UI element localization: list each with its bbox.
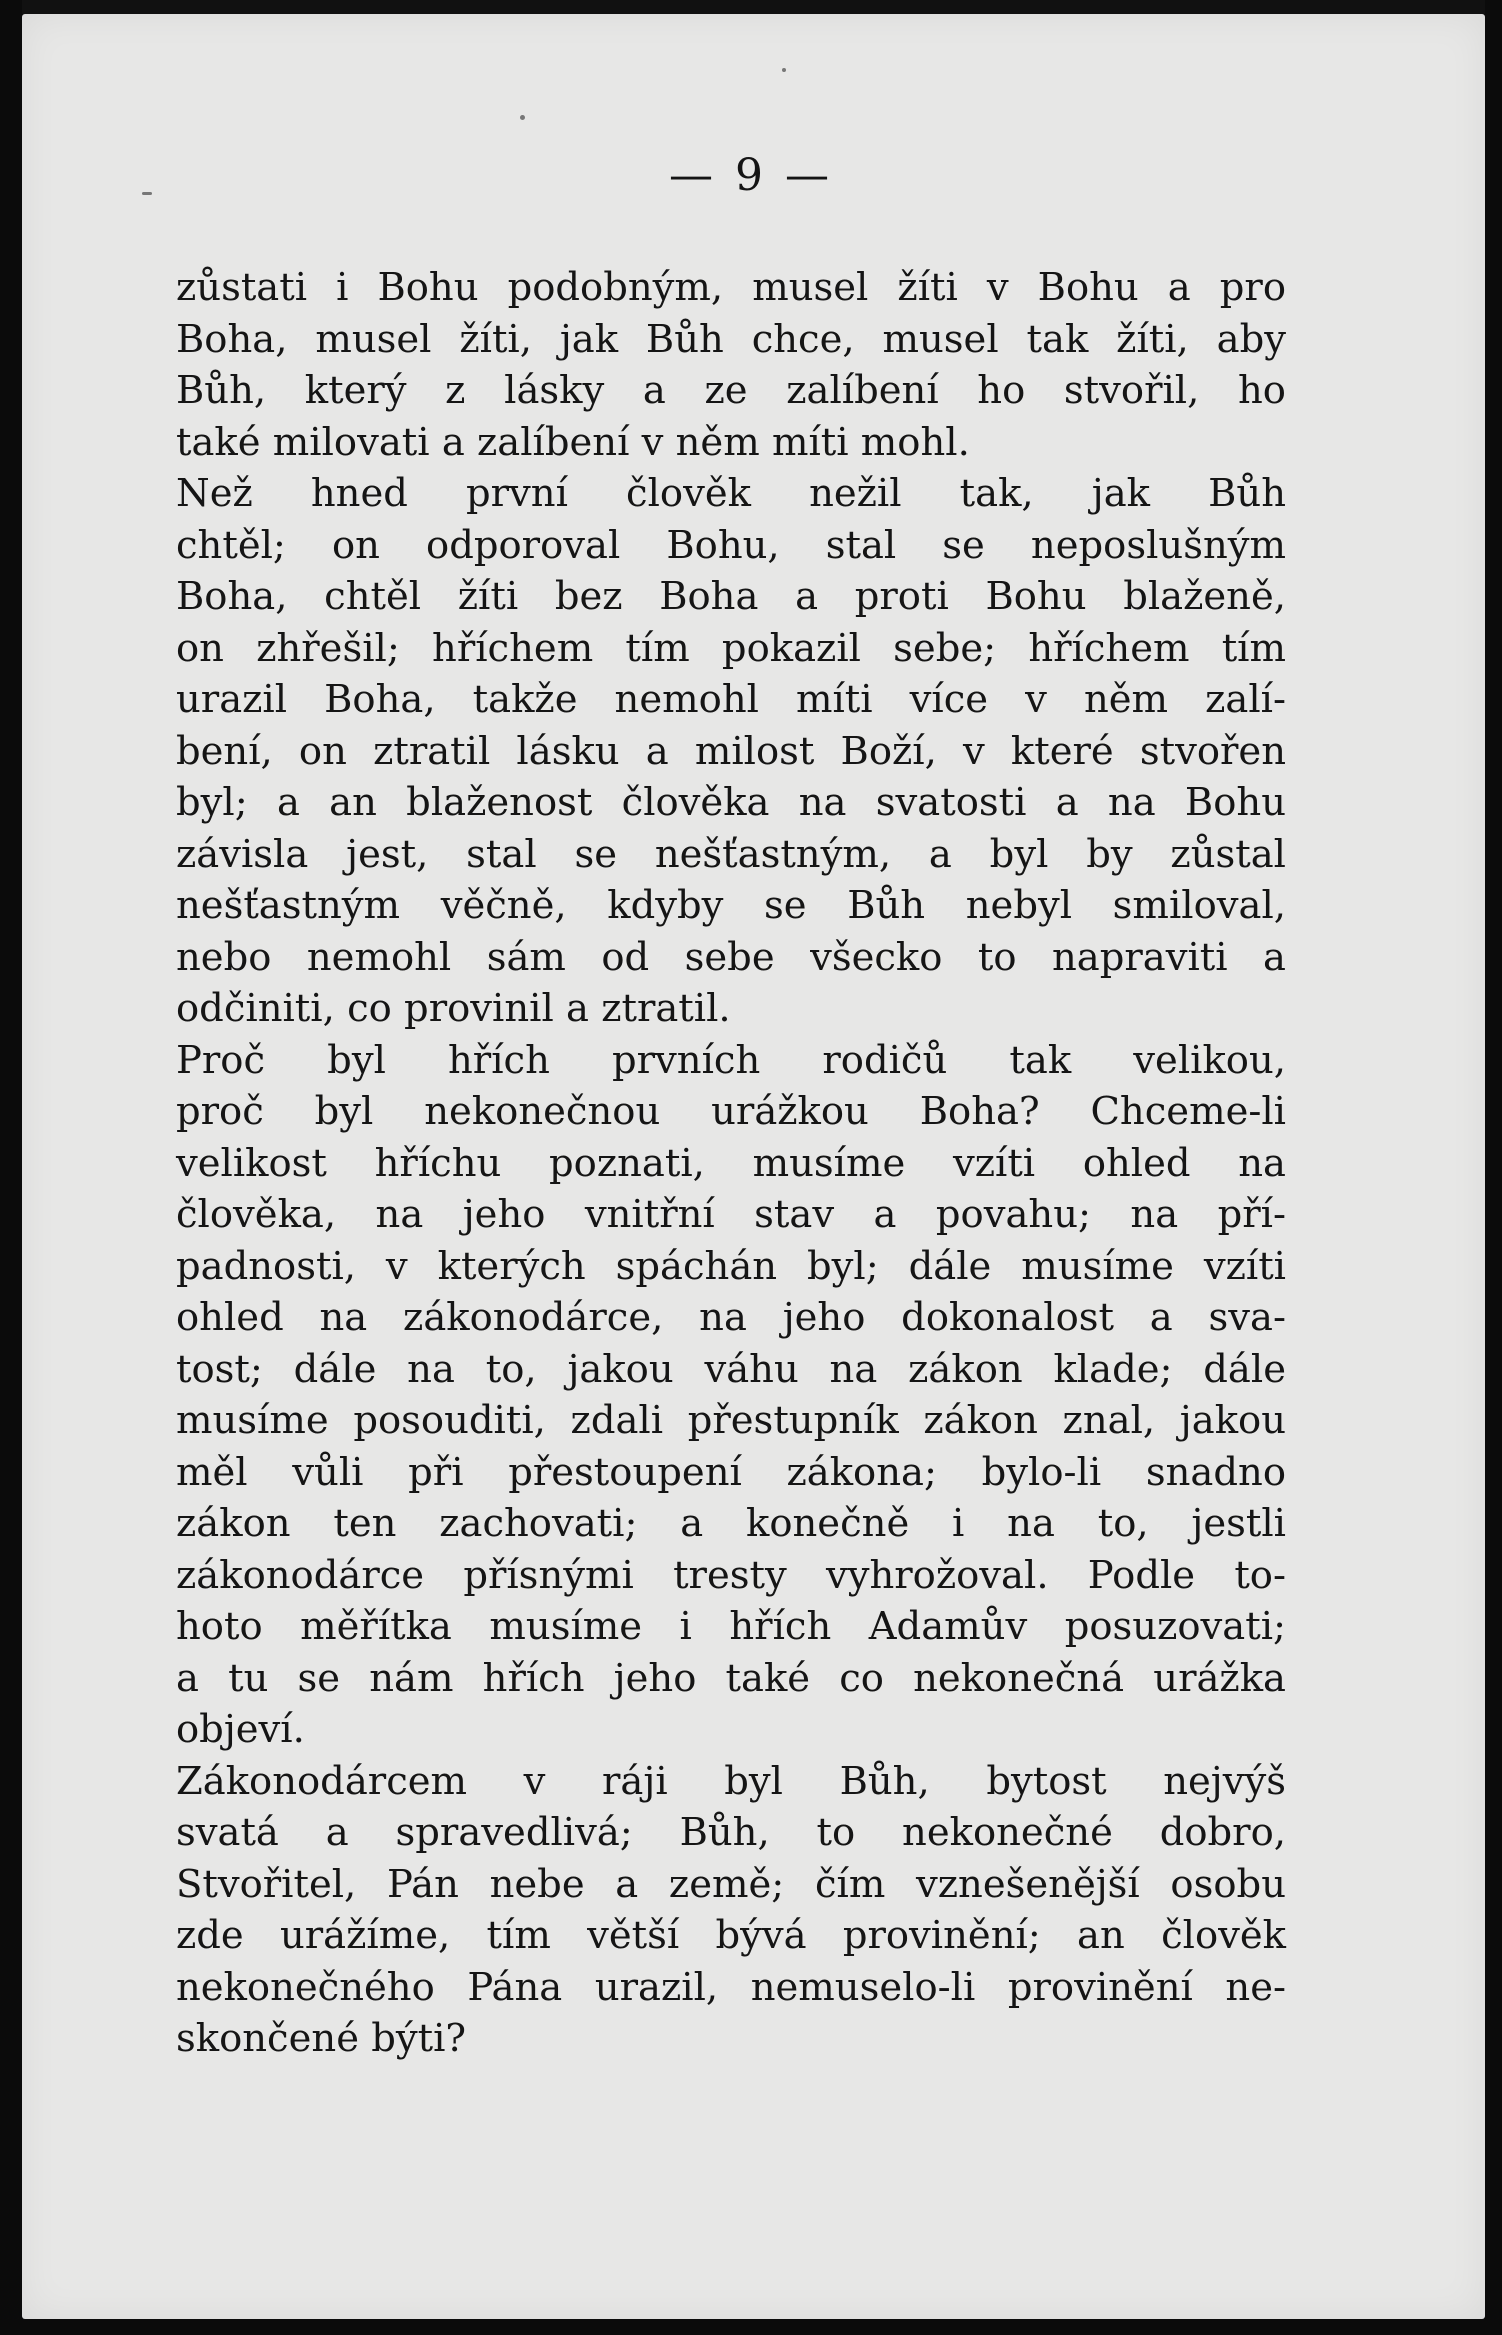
text-line: zde urážíme, tím větší bývá provinění; an člověk — [176, 1913, 1286, 1958]
text-line: svatá a spravedlivá; Bůh, to nekonečné dobro, — [176, 1810, 1286, 1855]
text-line: musíme posouditi, zdali přestupník zákon znal, jakou — [176, 1398, 1286, 1443]
text-line: Boha, musel žíti, jak Bůh chce, musel tak žíti, aby — [176, 316, 1286, 362]
paper-speck — [520, 115, 525, 120]
text-line: Boha, chtěl žíti bez Boha a proti Bohu blaženě, — [176, 574, 1286, 619]
text-line: zůstati i Bohu podobným, musel žíti v Bohu a pro — [176, 265, 1286, 310]
text-line: a tu se nám hřích jeho také co nekonečná urážka — [176, 1655, 1286, 1701]
text-line: měl vůli při přestoupení zákona; bylo-li snadno — [176, 1449, 1286, 1495]
text-line: nekonečného Pána urazil, nemuselo-li provinění ne- — [176, 1964, 1286, 2010]
text-line: velikost hříchu poznati, musíme vzíti ohled na — [176, 1140, 1286, 1186]
scan-top-edge — [22, 0, 1485, 14]
text-line: Zákonodárcem v ráji byl Bůh, bytost nejvýš — [176, 1758, 1286, 1804]
text-line: byl; a an blaženost člověka na svatosti a na Bohu — [176, 780, 1286, 825]
text-line: závisla jest, stal se nešťastným, a byl by zůstal — [176, 831, 1286, 877]
text-line: Stvořitel, Pán nebe a země; čím vznešenější osobu — [176, 1861, 1286, 1907]
text-line: urazil Boha, takže nemohl míti více v něm zalí- — [176, 677, 1286, 722]
text-line: proč byl nekonečnou urážkou Boha? Chceme-li — [176, 1089, 1286, 1134]
text-line: nebo nemohl sám od sebe všecko to napraviti a — [176, 934, 1286, 980]
text-line: ohled na zákonodárce, na jeho dokonalost a sva- — [176, 1295, 1286, 1340]
text-line: zákon ten zachovati; a konečně i na to, jestli — [176, 1501, 1286, 1546]
text-line: tost; dále na to, jakou váhu na zákon klade; dále — [176, 1346, 1286, 1392]
text-line: bení, on ztratil lásku a milost Boží, v které stvořen — [176, 728, 1286, 774]
text-line: skončené býti? — [176, 2016, 467, 2061]
text-line: hoto měřítka musíme i hřích Adamův posuzovati; — [176, 1604, 1286, 1649]
text-line: Proč byl hřích prvních rodičů tak velikou, — [176, 1037, 1286, 1083]
text-line: také milovati a zalíbení v něm míti mohl. — [176, 419, 970, 465]
page-number: — 9 — — [669, 150, 833, 201]
text-line: Bůh, který z lásky a ze zalíbení ho stvořil, ho — [176, 368, 1286, 413]
text-line: člověka, na jeho vnitřní stav a povahu; na pří- — [176, 1192, 1286, 1237]
text-line: nešťastným věčně, kdyby se Bůh nebyl smiloval, — [176, 883, 1286, 928]
text-line: objeví. — [176, 1707, 305, 1752]
text-line: on zhřešil; hříchem tím pokazil sebe; hříchem tím — [176, 625, 1286, 671]
text-line: Než hned první člověk nežil tak, jak Bůh — [176, 471, 1286, 516]
text-line: padnosti, v kterých spáchán byl; dále musíme vzíti — [176, 1243, 1286, 1289]
text-line: zákonodárce přísnými tresty vyhrožoval. Podle to- — [176, 1552, 1286, 1598]
body-text — [176, 262, 1286, 2065]
text-line: chtěl; on odporoval Bohu, stal se neposlušným — [176, 522, 1286, 568]
text-line: odčiniti, co provinil a ztratil. — [176, 986, 731, 1031]
paper-speck — [782, 68, 786, 72]
